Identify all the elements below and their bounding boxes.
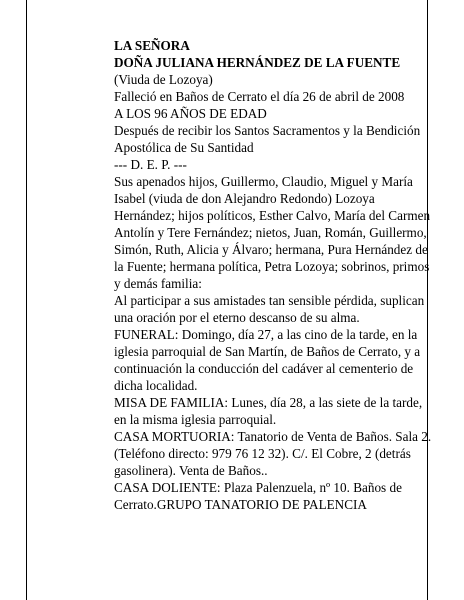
mortuary-paragraph: CASA MORTUORIA: Tanatorio de Venta de Baños. Sala 2. (Teléfono directo: 979 76 12 32). C/. El Cobre, 2 (detrás gasolinera). Venta de Baños.. bbox=[114, 429, 432, 478]
family-mass-paragraph: MISA DE FAMILIA: Lunes, día 28, a las siete de la tarde, en la misma iglesia parroquial. bbox=[114, 395, 423, 427]
age-line: A LOS 96 AÑOS DE EDAD bbox=[114, 106, 267, 121]
notice-title: LA SEÑORA bbox=[114, 38, 190, 53]
family-paragraph: Sus apenados hijos, Guillermo, Claudio, Miguel y María Isabel (viuda de don Alejandro Redondo) Lozoya Hernández; hijos políticos, Esther Calvo, María del Carmen Antolín y Tere Fernández; nietos, Juan, Román, Guillermo, Simón, Ruth, Alicia y Álvaro; hermana, Pura Hernández de la Fuente; hermana política, Petra Lozoya; sobrinos, primos y demás familia: bbox=[114, 174, 431, 291]
request-paragraph: Al participar a sus amistades tan sensible pérdida, suplican una oración por el eterno descanso de su alma. bbox=[114, 293, 425, 325]
mourning-house-paragraph: CASA DOLIENTE: Plaza Palenzuela, nº 10. Baños de Cerrato.GRUPO TANATORIO DE PALENCIA bbox=[114, 480, 402, 512]
obituary-notice bbox=[114, 37, 434, 513]
widow-note: (Viuda de Lozoya) bbox=[114, 72, 213, 87]
funeral-paragraph: FUNERAL: Domingo, día 27, a las cino de la tarde, en la iglesia parroquial de San Martín, de Baños de Cerrato, y a continuación la conducción del cadáver al cementerio de dicha localidad. bbox=[114, 327, 421, 393]
sacraments-line: Después de recibir los Santos Sacramentos y la Bendición Apostólica de Su Santidad bbox=[114, 123, 421, 155]
death-line: Falleció en Baños de Cerrato el día 26 de abril de 2008 bbox=[114, 89, 405, 104]
deceased-name: DOÑA JULIANA HERNÁNDEZ DE LA FUENTE bbox=[114, 55, 401, 70]
dep-line: --- D. E. P. --- bbox=[114, 157, 187, 172]
